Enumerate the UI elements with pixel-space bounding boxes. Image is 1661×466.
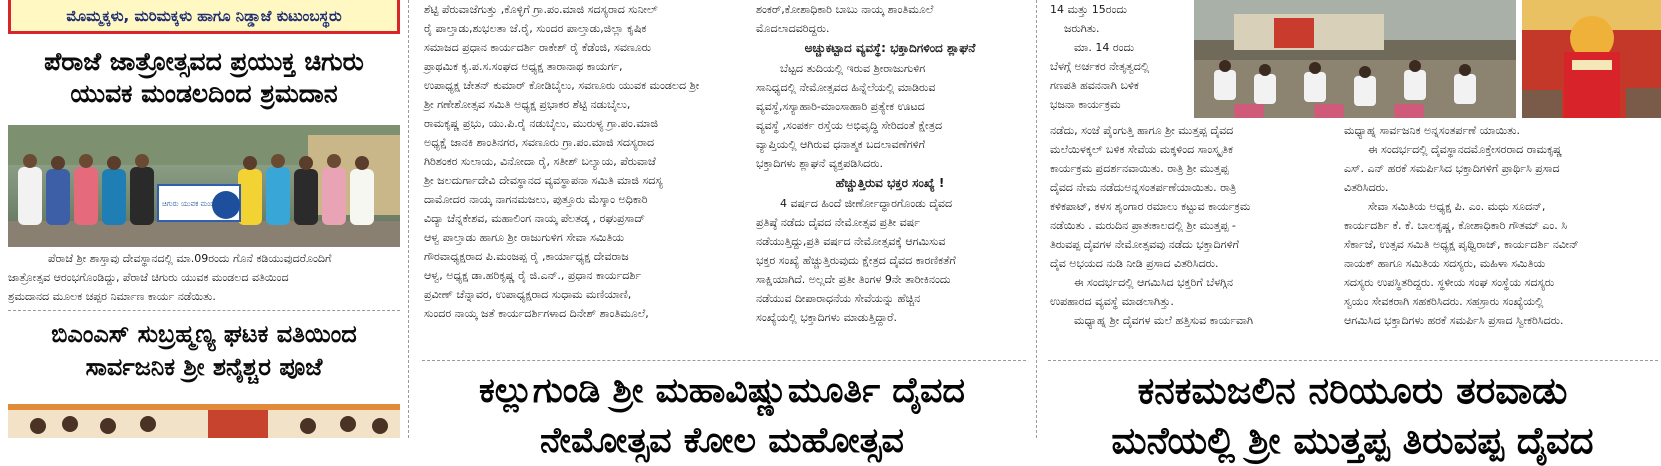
col4-line: ಕಾರ್ಯಕ್ರಮ ಪ್ರದರ್ಶನವಾಯಿತು. ರಾತ್ರಿ ಶ್ರೀ ಮುತ್ತಪ್ಪ [1050,162,1229,175]
kallugundi-headline-line1: ಕಲ್ಲುಗುಂಡಿ ಶ್ರೀ ಮಹಾವಿಷ್ಣುಮೂರ್ತಿ ದೈವದ [478,371,966,411]
story1-caption-line1: ಪೆರಾಜೆ ಶ್ರೀ ಶಾಸ್ತಾವು ದೇವಸ್ಥಾನದಲ್ಲಿ ಮಾ.09ರಂದು ಗೊನೆ ಕಡಿಯುವುದರೊಂದಿಗೆ [48,252,332,265]
story1-caption-line3: ಶ್ರಮದಾನದ ಮೂಲಕ ಚಪ್ಪರ ನಿರ್ಮಾಣ ಕಾರ್ಯ ನಡೆಯಿತು. [8,290,216,303]
col5-line: ಸೇವಾ ಸಮಿತಿಯ ಅಧ್ಯಕ್ಷ ಪಿ. ಎಂ. ಮಧು ಸೂದನ್, [1368,200,1546,213]
col3-para2-line: ನಡೆಯುವ ದೀಪಾರಾಧನೆಯ ಸೇವೆಯನ್ನು ಹೆಚ್ಚಿನ [756,292,921,305]
story1-title-line2: ಯುವಕ ಮಂಡಲದಿಂದ ಶ್ರಮದಾನ [70,79,338,108]
col2-line: ಅಧ್ಯಕ್ಷೆ ಜಾನಕಿ ಶಾಂತಿನಗರ, ಸವಣೂರು ಗ್ರಾ.ಪಂ.ಮಾಜಿ ಸದಸ್ಯರಾದ [424,136,655,149]
col5-line: ಆಗಮಿಸಿದ ಭಕ್ತಾದಿಗಳು ಹರಕೆ ಸಮರ್ಪಿಸಿ ಪ್ರಸಾದ ಸ್ವೀಕರಿಸಿದರು. [1344,314,1564,327]
col5-line: ವಿತರಿಸಿದರು. [1344,181,1389,194]
story1-caption-line2: ಜಾತ್ರೋತ್ಸವ ಆರಂಭಗೊಂಡಿದ್ದು, ಪೆರಾಜೆ ಚಿಗುರು ಯುವಕ ಮಂಡಲದ ವತಿಯಿಂದ [8,271,289,284]
col4-line: ಮಲೆಯಿಳಕ್ಕಲ್ ಬಳಿಕ ಸೇವೆಯ ಮಕ್ಕಳಿಂದ ಸಾಂಸ್ಕೃತಿಕ [1050,143,1233,156]
col4-line: ಉಪಹಾರದ ವ್ಯವಸ್ಥೆ ಮಾಡಲಾಗಿತ್ತು. [1050,295,1174,308]
col2-text [424,0,744,323]
col4-top-line: ಮಾ. 14 ರಂದು [1074,41,1135,54]
col5-text [1344,121,1656,330]
headline-divider [1048,360,1658,361]
story1-title-line1: ಪೆರಾಜೆ ಜಾತ್ರೋತ್ಸವದ ಪ್ರಯುಕ್ತ ಚಿಗುರು [44,47,364,76]
col3-subhead1: ಅಚ್ಚುಕಟ್ಟಾದ ವ್ಯವಸ್ಥೆ: ಭಕ್ತಾದಿಗಳಿಂದ ಶ್ಲಾಘನೆ [804,41,976,55]
col5-line: ಸೆರ್ಕಾಜೆ, ಉತ್ಸವ ಸಮಿತಿ ಅಧ್ಯಕ್ಷ ಪೃಥ್ವಿರಾಜ್, ಕಾರ್ಯದರ್ಶಿ ನವೀನ್ [1344,238,1579,251]
ad-banner-text: ಮೊಮ್ಮಕ್ಕಳು, ಮರಿಮಕ್ಕಳು ಹಾಗೂ ನಿಡ್ಡಾಜೆ ಕುಟುಂಬಸ್ಥರು [66,6,342,25]
story2-photo [8,404,400,438]
column-rule [408,0,409,438]
col2-line: ಆಳ್ವ, ಅಧ್ಯಕ್ಷ ಡಾ.ಹರಿಕೃಷ್ಣ ರೈ ಜಿ.ಎನ್., ಪ್ರಧಾನ ಕಾರ್ಯದರ್ಶಿ [424,269,642,282]
col3-para1-line: ಸಾನಿಧ್ಯದಲ್ಲಿ ನೇಮೋತ್ಸವದ ಹಿನ್ನೆಲೆಯಲ್ಲಿ ಮಾಡಿರುವ [756,81,936,94]
col2-line: ಗೌರವಾಧ್ಯಕ್ಷರಾದ ಪಿ.ಮಂಜಪ್ಪ ರೈ ,ಕಾರ್ಯಾಧ್ಯಕ್ಷ ದೇವರಾಜ [424,250,629,263]
col3-para1-line: ವ್ಯವಸ್ಥೆ ,ಸಂಪರ್ಕ ರಸ್ತೆಯ ಅಭಿವೃದ್ಧಿ ಸೇರಿದಂತೆ ಕ್ಷೇತ್ರದ [756,119,943,132]
col2-line: ಉಪಾಧ್ಯಕ್ಷ ಚೇತನ್ ಕುಮಾರ್ ಕೋಡಿಬೈಲು, ಸವಣೂರು ಯುವಕ ಮಂಡಲದ ಶ್ರೀ [424,79,700,92]
col2-line: ದಾಮೋದರ ನಾಯ್ಕ ನಾಗನಮಜಲು, ಪುತ್ತೂರು ಮೆಸ್ಕಾಂ ಅಧಿಕಾರಿ [424,193,648,206]
headline-divider [422,360,1026,361]
ceremony-photo [1194,0,1516,118]
story2-title-line1: ಬಿಎಂಎಸ್ ಸುಬ್ರಹ್ಮಣ್ಯ ಘಟಕ ವತಿಯಿಂದ [51,320,357,348]
col4-text [1050,121,1330,330]
col5-line: ಸ್ವಯಂ ಸೇವಕರಾಗಿ ಸಹಕರಿಸಿದರು. ಸಹಸ್ರಾರು ಸಂಖ್ಯೆಯಲ್ಲಿ [1344,295,1544,308]
nariyuru-headline-line1: ಕನಕಮಜಲಿನ ನರಿಯೂರು ತರವಾಡು [1137,369,1568,412]
col2-line: ಸಮಾಜದ ಪ್ರಧಾನ ಕಾರ್ಯದರ್ಶಿ ರಾಕೇಶ್ ರೈ ಕೆಡೆಂಜಿ, ಸವಣೂರು [424,41,652,54]
col3-para2-line: ಸಾಕ್ಷಿಯಾಗಿದೆ. ಅಲ್ಲದೇ ಪ್ರತೀ ತಿಂಗಳ 9ನೇ ತಾರೀಕಿನಂದು [756,273,951,286]
story2-title-line2: ಸಾರ್ವಜನಿಕ ಶ್ರೀ ಶನೈಶ್ಚರ ಪೂಜೆ [85,353,323,381]
col4-line: ದೈವದ ನೇಮ ನಡೆದುಅನ್ನಸಂತರ್ಪಣೆಯಾಯಿತು. ರಾತ್ರಿ [1050,181,1237,194]
col2-line: ವಿದ್ಯಾ ಚೆನ್ನಕೇಶವ, ಮಹಾಲಿಂಗ ನಾಯ್ಕ ಪೆಲತಡ್ಕ , ರಘುಪ್ರಸಾದ್ [424,212,646,225]
photo1-banner-text: ಚಿಗುರು ಯುವಕ ಮಂಡಲ [162,200,220,208]
col2-line: ಪ್ರಾಥಮಿಕ ಕೃ.ಪ.ಸ.ಸಂಘದ ಅಧ್ಯಕ್ಷ ತಾರಾನಾಥ ಕಾಯರ್ಗ, [424,60,623,73]
story1-caption [8,249,400,306]
col4-line: ಮಧ್ಯಾಹ್ನ ಶ್ರೀ ದೈವಗಳ ಮಲೆ ಹತ್ತಿಸುವ ಕಾರ್ಯವಾಗಿ [1074,314,1254,327]
col2-line: ಗಿರಿಶಂಕರ ಸುಲಾಯ, ವಿನೋದಾ ರೈ, ಸತೀಶ್ ಬಲ್ಯಾಯ, ಪೆರುವಾಜೆ [424,155,656,168]
col2-line: ಆಳ್ವ ಪಾಲ್ತಾಡು ಹಾಗೂ ಶ್ರೀ ರಾಜುಗುಳಿಗ ಸೇವಾ ಸಮಿತಿಯ [424,231,625,244]
col4-top-line: ಜರುಗಿತು. [1064,22,1100,35]
col3-para1-line: ವ್ಯವಸ್ಥೆ,ಸಸ್ಯಾಹಾರಿ-ಮಾಂಸಾಹಾರಿ ಪ್ರತ್ಯೇಕ ಊಟದ [756,100,925,113]
col4-top-text [1050,0,1190,114]
col2-line: ರೈ ಪಾಲ್ತಾಡು,ಶುಭಲತಾ ಜೆ.ರೈ, ಸುಂದರ ಪಾಲ್ತಾಡು,ಜಿಲ್ಲಾ ಕೃಷಿಕ [424,22,647,35]
col2-line: ರಾಮಕೃಷ್ಣ ಪ್ರಭು, ಯು.ಪಿ.ರೈ ನಡುಬೈಲು, ಮುರುಳ್ಯ ಗ್ರಾ.ಪಂ.ಮಾಜಿ [424,117,658,130]
story1-photo [8,125,400,247]
col2-line: ಶೆಟ್ಟಿ ಪೆರುವಾಜೆಗುತ್ತು ,ಕೊಳ್ಳಿಗೆ ಗ್ರಾ.ಪಂ.ಮಾಜಿ ಸದಸ್ಯರಾದ ಸುನೀಲ್ [424,3,658,16]
col4-top-line: ಭಜನಾ ಕಾರ್ಯಕ್ರಮ [1050,98,1121,111]
col4-top-line: ಬೆಳಗ್ಗೆ ಅರ್ಚಕರ ನೇತೃತ್ವದಲ್ಲಿ [1050,60,1150,73]
col3-para2-line: ನಡೆಯುತ್ತಿದ್ದು,ಪ್ರತಿ ವರ್ಷದ ನೇಮೋತ್ಸವಕ್ಕೆ ಆಗಮಿಸುವ [756,235,946,248]
story-divider [8,310,400,311]
col4-line: ದೈವ ಅಭಯದ ನುಡಿ ನೀಡಿ ಪ್ರಸಾದ ವಿತರಿಸಿದರು. [1050,257,1219,270]
story2-title [8,318,400,384]
col4-line: ಕಳಿಕಪಾಟ್, ಕಳಸ ಶೃಂಗಾರ ರಮಾಲು ಕಟ್ಟುವ ಕಾರ್ಯಕ್ರಮ [1050,200,1251,213]
col4-top-line: ಗಣಪತಿ ಹವನನಾಗಿ ಬಳಿಕ [1050,79,1139,92]
col4-top-line: 14 ಮತ್ತು 15ರಂದು [1050,3,1128,16]
col4-line: ನಡೆಯಿತು . ಮರುದಿನ ಪ್ರಾತಃಕಾಲದಲ್ಲಿ ಶ್ರೀ ಮುತ್ತಪ್ಪ - [1050,219,1236,232]
col4-line: ನಡೆದು, ಸಂಜೆ ಪೈಂಗುತ್ತಿ ಹಾಗೂ ಶ್ರೀ ಮುತ್ತಪ್ಪ ದೈವದ [1050,124,1234,137]
column-rule [1036,0,1037,438]
col3-para2-line: ಭಕ್ತರ ಸಂಖ್ಯೆ ಹೆಚ್ಚುತ್ತಿರುವುದು ಕ್ಷೇತ್ರದ ದೈವದ ಕಾರಣಿಕತೆಗೆ [756,254,956,267]
col5-line: ನಾಯಕ್ ಹಾಗೂ ಸಮಿತಿಯ ಸದಸ್ಯರು, ಮಹಿಳಾ ಸಮಿತಿಯ [1344,257,1546,270]
ad-banner-strip [8,0,400,34]
col4-line: ತಿರುವಪ್ಪ ದೈವಗಳ ನೇಮೋತ್ಸವವು ನಡೆದು ಭಕ್ತಾದಿಗಳಿಗೆ [1050,238,1239,251]
col4-line: ಈ ಸಂದರ್ಭದಲ್ಲಿ ಆಗಮಿಸಿದ ಭಕ್ತರಿಗೆ ಬೆಳಗ್ಗಿನ [1074,276,1233,289]
col5-line: ಸದಸ್ಯರು ಉಪಸ್ಥಿತರಿದ್ದರು. ಸ್ಥಳೀಯ ಸಂಘ ಸಂಸ್ಥೆಯ ಸದಸ್ಯರು [1344,276,1555,289]
col2-line: ಪ್ರವೀಣ್ ಚೆನ್ನಾವರ, ಉಪಾಧ್ಯಕ್ಷರಾದ ಸುಧಾಮ ಮಣಿಯಾಣಿ, [424,288,632,301]
nariyuru-headline [1044,366,1661,466]
kallugundi-headline-line2: ನೇಮೋತ್ಸವ ಕೋಲ ಮಹೋತ್ಸವ [540,421,904,461]
col3-para1-line: ಬೆಟ್ಟದ ತುದಿಯಲ್ಲಿ ಇರುವ ಶ್ರೀರಾಜುಗುಳಿಗ [780,62,926,75]
col3-intro-line2: ಮೊದಲಾದವರಿದ್ದರು. [756,22,830,35]
col3-para2-line: ಸಂಖ್ಯೆಯಲ್ಲಿ ಭಕ್ತಾದಿಗಳು ಮಾಡುತ್ತಿದ್ದಾರೆ. [756,311,897,324]
nariyuru-headline-line2: ಮನೆಯಲ್ಲಿ ಶ್ರೀ ಮುತ್ತಪ್ಪ ತಿರುವಪ್ಪ ದೈವದ [1111,419,1594,462]
col3-para2-line: 4 ವರ್ಷದ ಹಿಂದೆ ಜೀರ್ಣೋದ್ಧಾರಗೊಂಡು ದೈವದ [780,197,953,210]
col2-line: ಶ್ರೀ ಜಲದುರ್ಗಾದೇವಿ ದೇವಸ್ಥಾನದ ವ್ಯವಸ್ಥಾಪನಾ ಸಮಿತಿ ಮಾಜಿ ಸದಸ್ಯ [424,174,663,187]
col5-line: ಎಸ್. ಎನ್ ಹರಕೆ ಸಮರ್ಪಿಸಿದ ಭಕ್ತಾದಿಗಳಿಗೆ ಪ್ರಾರ್ಥಿಸಿ ಪ್ರಸಾದ [1344,162,1560,175]
col2-line: ಸುಂದರ ನಾಯ್ಕ ಜತೆ ಕಾರ್ಯದರ್ಶಿಗಳಾದ ದಿನೇಶ್ ಶಾಂತಿಮೂಲೆ, [424,307,649,320]
col5-line: ಮಧ್ಯಾಹ್ನ ಸಾರ್ವಜನಿಕ ಅನ್ನಸಂತರ್ಪಣೆ ಯಾಯಿತು. [1344,124,1520,137]
col5-line: ಕಾರ್ಯದರ್ಶಿ ಕೆ. ಕೆ. ಬಾಲಕೃಷ್ಣ, ಕೋಶಾಧಿಕಾರಿ ಗೌತಮ್ ಎಂ. ಸಿ [1344,219,1568,232]
kallugundi-headline [420,366,1024,466]
col3-subhead2: ಹೆಚ್ಚುತ್ತಿರುವ ಭಕ್ತರ ಸಂಖ್ಯೆ ! [835,176,945,190]
col2-line: ಶ್ರೀ ಗಣೇಶೋತ್ಸವ ಸಮಿತಿ ಅಧ್ಯಕ್ಷ ಪ್ರಭಾಕರ ಶೆಟ್ಟಿ ನಡುಬೈಲು, [424,98,631,111]
story1-title [8,46,400,110]
col3-para1-line: ಭಕ್ತಾದಿಗಳು ಶ್ಲಾಘನೆ ವ್ಯಕ್ತಪಡಿಸಿದರು. [756,157,884,170]
col3-para2-line: ಪ್ರತಿಷ್ಠೆ ನಡೆದು ದೈವದ ನೇಮೋತ್ಸವ ಪ್ರತೀ ವರ್ಷ [756,216,920,229]
theyyam-photo [1522,0,1661,118]
col3-text [756,0,1024,327]
col3-intro-line1: ಶಂಕರ್,ಕೋಶಾಧಿಕಾರಿ ಬಾಬು ನಾಯ್ಕ ಶಾಂತಿಮೂಲೆ [756,3,934,16]
col5-line: ಈ ಸಂದರ್ಭದಲ್ಲಿ ದೈವಸ್ಥಾನದಮೊಕ್ತೇಸರರಾದ ರಾಮಕೃಷ್ಣ [1368,143,1563,156]
col3-para1-line: ವ್ಯಾಪ್ತಿಯಲ್ಲಿ ಆಗಿರುವ ಧನಾತ್ಮಕ ಬದಲಾವಣೆಗಳಿಗೆ [756,138,926,151]
